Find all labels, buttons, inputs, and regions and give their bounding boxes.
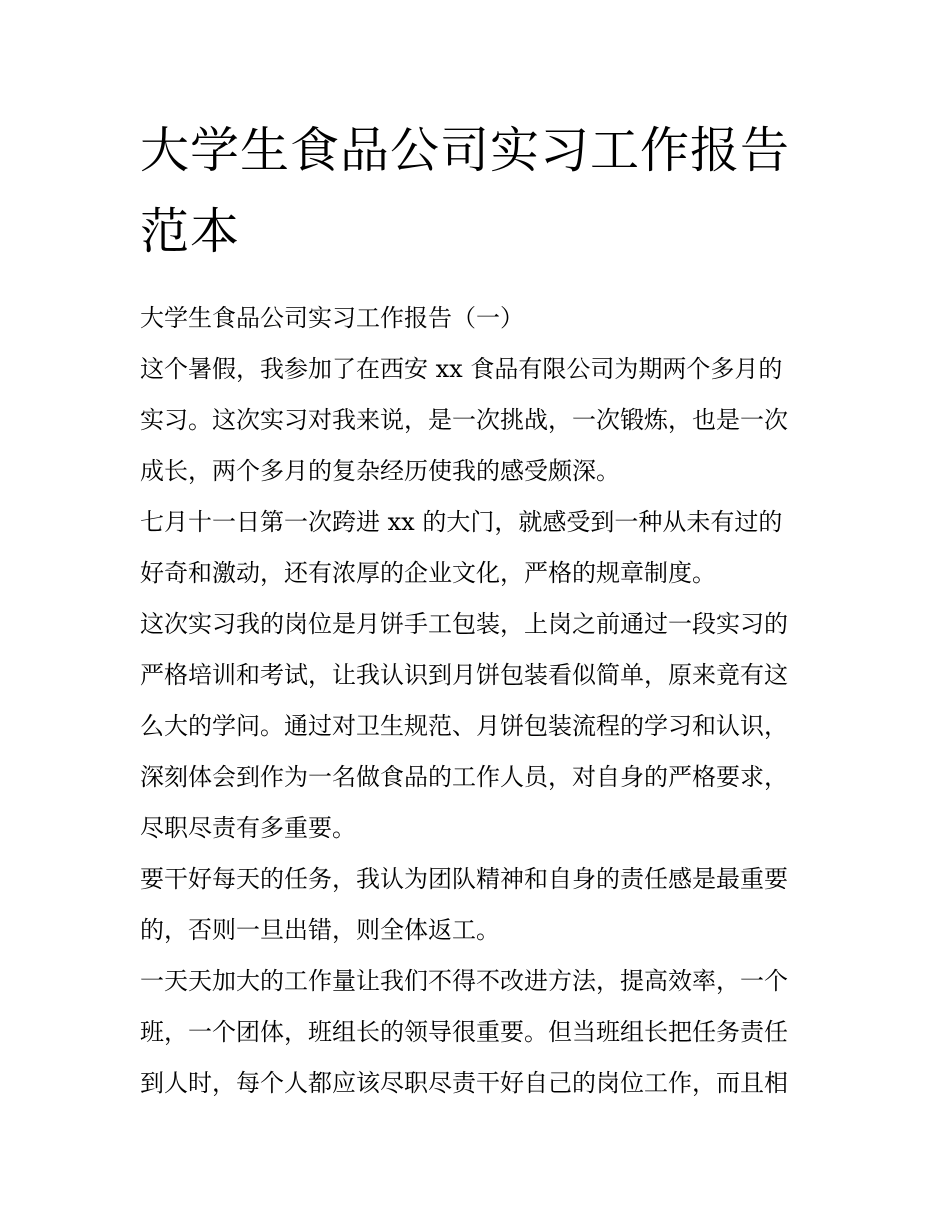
- text-line: 到人时，每个人都应该尽职尽责干好自己的岗位工作，而且相: [140, 1069, 788, 1097]
- paragraph: [140, 854, 812, 956]
- paragraph: [140, 956, 812, 1109]
- text-line: 班，一个团体，班组长的领导很重要。但当班组长把任务责任: [140, 1018, 788, 1046]
- text-line: 好奇和激动，还有浓厚的企业文化，严格的规章制度。: [140, 559, 716, 587]
- document-page: [140, 110, 812, 1109]
- paragraph: [140, 599, 812, 854]
- title-line: 范本: [140, 203, 241, 260]
- text-line: 这次实习我的岗位是月饼手工包装，上岗之前通过一段实习的: [140, 610, 788, 638]
- document-title: [140, 110, 812, 272]
- paragraph: [140, 344, 812, 497]
- text-line: 要干好每天的任务，我认为团队精神和自身的责任感是最重要: [140, 865, 788, 893]
- text-line: 么大的学问。通过对卫生规范、月饼包装流程的学习和认识，: [140, 712, 788, 740]
- text-line: 的，否则一旦出错，则全体返工。: [140, 916, 500, 944]
- text-line: 实习。这次实习对我来说，是一次挑战，一次锻炼，也是一次: [140, 406, 788, 434]
- text-line: 大学生食品公司实习工作报告（一）: [140, 304, 524, 332]
- section-heading: [140, 293, 812, 344]
- text-line: 一天天加大的工作量让我们不得不改进方法，提高效率，一个: [140, 967, 788, 995]
- text-line: 七月十一日第一次跨进 xx 的大门，就感受到一种从未有过的: [140, 508, 783, 536]
- text-line: 成长，两个多月的复杂经历使我的感受颇深。: [140, 457, 620, 485]
- title-line: 大学生食品公司实习工作报告: [140, 122, 791, 179]
- text-line: 深刻体会到作为一名做食品的工作人员，对自身的严格要求，: [140, 763, 788, 791]
- text-line: 尽职尽责有多重要。: [140, 814, 356, 842]
- text-line: 这个暑假，我参加了在西安 xx 食品有限公司为期两个多月的: [140, 355, 783, 383]
- text-line: 严格培训和考试，让我认识到月饼包装看似简单，原来竟有这: [140, 661, 788, 689]
- paragraph: [140, 497, 812, 599]
